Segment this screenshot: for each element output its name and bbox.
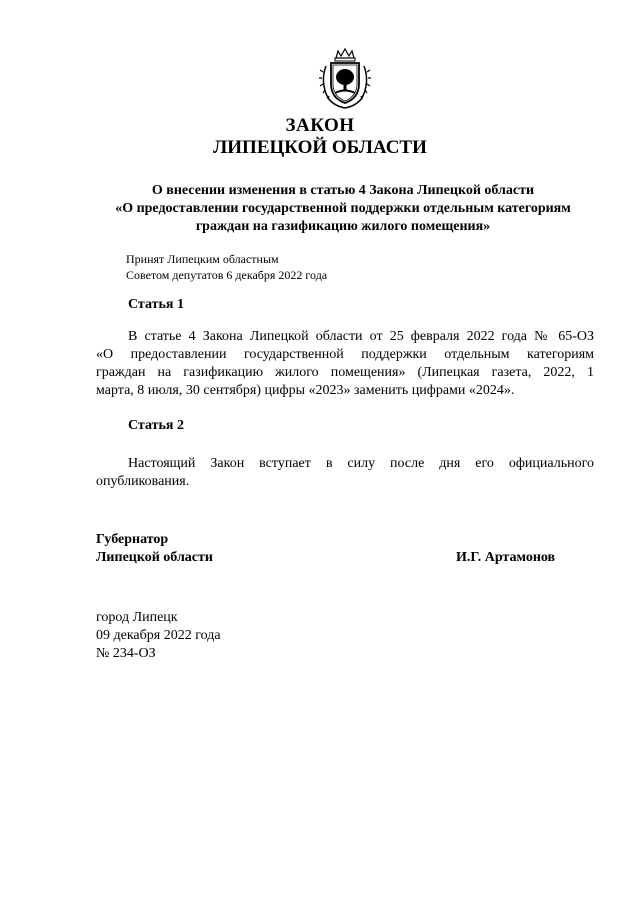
article1-line: «О предоставлении государственной поддержки отдельным категориям xyxy=(96,347,594,362)
footer-number: № 234-ОЗ xyxy=(96,646,156,661)
signatory-position xyxy=(96,531,213,567)
signatory-position-line2: Липецкой области xyxy=(96,550,213,565)
subject-line2: «О предоставлении государственной поддержки отдельным категориям xyxy=(115,201,571,216)
law-title xyxy=(0,115,640,159)
law-subject xyxy=(88,182,598,236)
article1-line: В статье 4 Закона Липецкой области от 25 февраля 2022 года № 65-ОЗ xyxy=(128,329,594,344)
signatory-name: И.Г. Артамонов xyxy=(456,550,556,565)
article2-line: Настоящий Закон вступает в силу после дня его официального xyxy=(128,456,594,471)
adoption-note xyxy=(126,251,327,283)
article1-line: граждан на газификацию жилого помещения» (Липецкая газета, 2022, 1 xyxy=(96,365,594,380)
article2-heading: Статья 2 xyxy=(128,418,184,433)
coat-of-arms-icon xyxy=(316,48,374,110)
article1-text xyxy=(96,328,594,400)
article2-text xyxy=(96,455,594,491)
law-title-line1: ЗАКОН xyxy=(285,115,355,136)
article2-line: опубликования. xyxy=(96,474,190,489)
adoption-line2: Советом депутатов 6 декабря 2022 года xyxy=(126,268,328,282)
adoption-line1: Принят Липецким областным xyxy=(126,252,279,266)
subject-line3: граждан на газификацию жилого помещения» xyxy=(195,219,491,234)
article1-heading: Статья 1 xyxy=(128,297,184,312)
law-title-line2: ЛИПЕЦКОЙ ОБЛАСТИ xyxy=(213,137,427,158)
document-footer xyxy=(96,609,221,663)
signatory-position-line1: Губернатор xyxy=(96,532,169,547)
article1-line: марта, 8 июля, 30 сентября) цифры «2023» заменить цифрами «2024». xyxy=(96,383,515,398)
footer-city: город Липецк xyxy=(96,610,178,625)
subject-line1: О внесении изменения в статью 4 Закона Липецкой области xyxy=(151,183,535,198)
footer-date: 09 декабря 2022 года xyxy=(96,628,221,643)
